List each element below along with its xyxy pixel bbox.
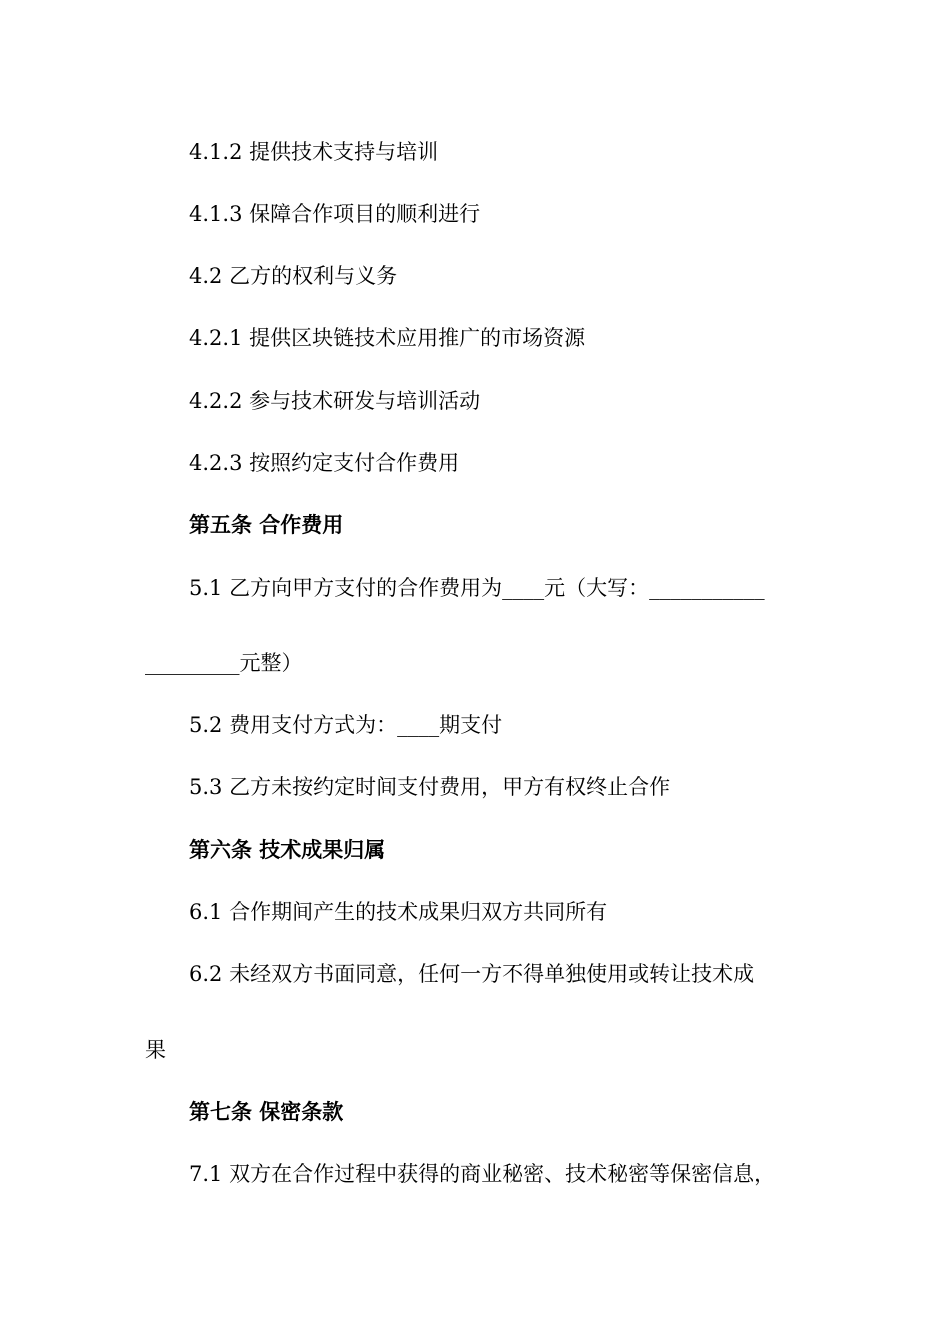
- article-6-heading: 第六条 技术成果归属: [189, 838, 386, 862]
- clause-4-1-2: 4.1.2 提供技术支持与培训: [189, 140, 439, 164]
- clause-4-2: 4.2 乙方的权利与义务: [189, 264, 398, 288]
- clause-6-1: 6.1 合作期间产生的技术成果归双方共同所有: [189, 900, 608, 924]
- article-5-heading: 第五条 合作费用: [189, 513, 344, 537]
- clause-4-2-3: 4.2.3 按照约定支付合作费用: [189, 451, 460, 475]
- article-7-heading: 第七条 保密条款: [189, 1100, 344, 1124]
- clause-5-2: 5.2 费用支付方式为：____期支付: [189, 713, 503, 737]
- clause-7-1: 7.1 双方在合作过程中获得的商业秘密、技术秘密等保密信息，: [189, 1162, 776, 1186]
- clause-5-1: 5.1 乙方向甲方支付的合作费用为____元（大写：___________: [189, 576, 765, 600]
- clause-6-2-continued: 果: [145, 1038, 166, 1062]
- clause-6-2: 6.2 未经双方书面同意，任何一方不得单独使用或转让技术成: [189, 962, 755, 986]
- clause-4-1-3: 4.1.3 保障合作项目的顺利进行: [189, 202, 481, 226]
- clause-4-2-1: 4.2.1 提供区块链技术应用推广的市场资源: [189, 326, 586, 350]
- clause-5-1-continued: _________元整）: [145, 651, 303, 675]
- clause-5-3: 5.3 乙方未按约定时间支付费用，甲方有权终止合作: [189, 775, 671, 799]
- clause-4-2-2: 4.2.2 参与技术研发与培训活动: [189, 389, 481, 413]
